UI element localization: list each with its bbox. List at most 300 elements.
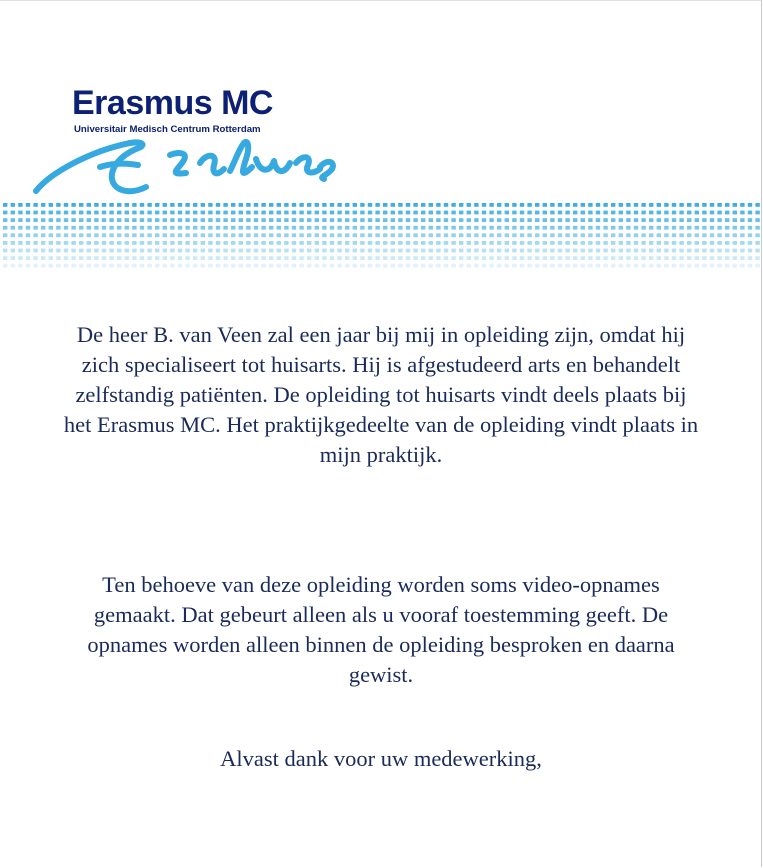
decorative-dot — [755, 203, 759, 207]
decorative-dot — [360, 264, 364, 268]
decorative-dot — [489, 203, 493, 207]
decorative-dot — [413, 241, 417, 245]
decorative-dot — [725, 218, 729, 222]
decorative-dot — [284, 211, 288, 215]
decorative-dot — [201, 256, 205, 260]
decorative-dot — [679, 218, 683, 222]
decorative-dot — [322, 249, 326, 253]
decorative-dot — [748, 203, 752, 207]
decorative-dot — [657, 241, 661, 245]
decorative-dot — [398, 211, 402, 215]
decorative-dot — [755, 233, 759, 237]
decorative-dot — [3, 256, 7, 260]
decorative-dot — [672, 226, 676, 230]
decorative-dot — [702, 218, 706, 222]
decorative-dot — [322, 203, 326, 207]
decorative-dot — [467, 233, 471, 237]
decorative-dot — [702, 256, 706, 260]
decorative-dot — [277, 249, 281, 253]
decorative-dot — [413, 256, 417, 260]
decorative-dot — [18, 226, 22, 230]
decorative-dot — [117, 241, 121, 245]
decorative-dot — [353, 256, 357, 260]
decorative-dot — [436, 241, 440, 245]
decorative-dot — [337, 203, 341, 207]
decorative-dot — [292, 249, 296, 253]
decorative-dot — [634, 218, 638, 222]
decorative-dot — [467, 203, 471, 207]
decorative-dot — [299, 226, 303, 230]
decorative-dot — [467, 241, 471, 245]
decorative-dot — [429, 233, 433, 237]
decorative-dot — [269, 218, 273, 222]
decorative-dot — [71, 249, 75, 253]
decorative-dot — [163, 249, 167, 253]
decorative-dot — [284, 264, 288, 268]
decorative-dot — [330, 256, 334, 260]
decorative-dot — [71, 264, 75, 268]
decorative-dot — [687, 264, 691, 268]
decorative-dot — [246, 256, 250, 260]
decorative-dot — [140, 203, 144, 207]
decorative-dot — [269, 256, 273, 260]
decorative-dot — [436, 203, 440, 207]
decorative-dot — [246, 264, 250, 268]
decorative-dot — [588, 233, 592, 237]
decorative-dot — [337, 241, 341, 245]
decorative-dot — [383, 256, 387, 260]
decorative-dot — [695, 249, 699, 253]
decorative-dot — [657, 203, 661, 207]
decorative-dot — [201, 241, 205, 245]
decorative-dot — [375, 211, 379, 215]
decorative-dot — [406, 249, 410, 253]
decorative-dot — [269, 203, 273, 207]
decorative-dot — [619, 226, 623, 230]
decorative-dot — [733, 241, 737, 245]
decorative-dot — [543, 218, 547, 222]
decorative-dot — [132, 249, 136, 253]
decorative-dot — [581, 264, 585, 268]
decorative-dot — [163, 218, 167, 222]
decorative-dot — [725, 203, 729, 207]
decorative-dot — [505, 241, 509, 245]
decorative-dot — [163, 211, 167, 215]
decorative-dot — [49, 203, 53, 207]
decorative-dot — [170, 226, 174, 230]
decorative-dot — [147, 211, 151, 215]
decorative-dot — [170, 241, 174, 245]
decorative-dot — [147, 264, 151, 268]
decorative-dot — [755, 211, 759, 215]
decorative-dot — [634, 203, 638, 207]
decorative-dot — [79, 218, 83, 222]
decorative-dot — [56, 264, 60, 268]
decorative-dot — [201, 211, 205, 215]
decorative-dot — [535, 211, 539, 215]
decorative-dot — [216, 218, 220, 222]
decorative-dot — [581, 211, 585, 215]
decorative-dot — [603, 211, 607, 215]
decorative-dot — [109, 249, 113, 253]
decorative-dot — [664, 226, 668, 230]
decorative-dot — [748, 241, 752, 245]
decorative-dot — [140, 233, 144, 237]
decorative-dot — [33, 241, 37, 245]
decorative-dot — [429, 241, 433, 245]
decorative-dot — [687, 211, 691, 215]
decorative-dot — [94, 264, 98, 268]
decorative-dot — [56, 211, 60, 215]
decorative-dot — [657, 211, 661, 215]
decorative-dot — [489, 249, 493, 253]
decorative-dot — [3, 226, 7, 230]
decorative-dot — [368, 249, 372, 253]
decorative-dot — [702, 211, 706, 215]
decorative-dot — [18, 264, 22, 268]
decorative-dot — [277, 256, 281, 260]
decorative-dot — [64, 203, 68, 207]
decorative-dot — [307, 241, 311, 245]
decorative-dot — [239, 249, 243, 253]
decorative-dot — [64, 233, 68, 237]
decorative-dot — [292, 233, 296, 237]
decorative-dot — [163, 233, 167, 237]
decorative-dot — [664, 211, 668, 215]
decorative-dot — [695, 218, 699, 222]
decorative-dot — [26, 233, 30, 237]
decorative-dot — [185, 233, 189, 237]
decorative-dot — [550, 256, 554, 260]
erasmus-mc-logo — [30, 83, 350, 203]
decorative-dot — [459, 241, 463, 245]
decorative-dot — [102, 264, 106, 268]
decorative-dot — [353, 241, 357, 245]
decorative-dot — [581, 226, 585, 230]
decorative-dot — [641, 218, 645, 222]
decorative-dot — [596, 203, 600, 207]
decorative-dot — [672, 264, 676, 268]
decorative-dot — [155, 211, 159, 215]
decorative-dot — [596, 256, 600, 260]
decorative-dot — [679, 233, 683, 237]
decorative-dot — [246, 211, 250, 215]
decorative-dot — [11, 233, 15, 237]
decorative-dot — [543, 211, 547, 215]
decorative-dot — [322, 264, 326, 268]
decorative-dot — [56, 233, 60, 237]
decorative-dot — [117, 264, 121, 268]
decorative-dot — [261, 264, 265, 268]
decorative-dot — [375, 203, 379, 207]
decorative-dot — [634, 241, 638, 245]
decorative-dot — [322, 211, 326, 215]
decorative-dot — [611, 218, 615, 222]
decorative-dot — [581, 249, 585, 253]
decorative-dot — [497, 233, 501, 237]
decorative-dot — [208, 241, 212, 245]
decorative-dot — [588, 264, 592, 268]
decorative-dot — [208, 211, 212, 215]
decorative-dot — [11, 264, 15, 268]
decorative-dot — [261, 211, 265, 215]
decorative-dot — [375, 218, 379, 222]
decorative-dot — [588, 249, 592, 253]
decorative-dot — [649, 218, 653, 222]
decorative-dot — [261, 203, 265, 207]
decorative-dot — [193, 249, 197, 253]
decorative-dot — [421, 211, 425, 215]
decorative-dot — [664, 256, 668, 260]
decorative-dot — [565, 203, 569, 207]
decorative-dot — [33, 256, 37, 260]
decorative-dot — [307, 226, 311, 230]
decorative-dot — [421, 264, 425, 268]
decorative-dot — [489, 241, 493, 245]
decorative-dot — [216, 233, 220, 237]
decorative-dot — [254, 203, 258, 207]
decorative-dot — [109, 241, 113, 245]
decorative-dot — [581, 241, 585, 245]
decorative-dot — [147, 226, 151, 230]
decorative-dot — [717, 203, 721, 207]
decorative-dot — [421, 233, 425, 237]
decorative-dot — [527, 233, 531, 237]
decorative-dot — [687, 226, 691, 230]
decorative-dot — [695, 233, 699, 237]
decorative-dot — [505, 264, 509, 268]
decorative-dot — [147, 218, 151, 222]
decorative-dot — [482, 241, 486, 245]
decorative-dot — [26, 203, 30, 207]
decorative-dot — [467, 264, 471, 268]
decorative-dot — [261, 256, 265, 260]
decorative-dot — [315, 249, 319, 253]
decorative-dot — [489, 256, 493, 260]
decorative-dot — [695, 211, 699, 215]
decorative-dot — [596, 233, 600, 237]
decorative-dot — [596, 226, 600, 230]
decorative-dot — [132, 218, 136, 222]
decorative-dot — [505, 218, 509, 222]
decorative-dot — [330, 241, 334, 245]
decorative-dot — [619, 249, 623, 253]
decorative-dot — [398, 203, 402, 207]
decorative-dot — [611, 203, 615, 207]
decorative-dot — [733, 233, 737, 237]
decorative-dot — [71, 218, 75, 222]
decorative-dot — [451, 256, 455, 260]
decorative-dot — [755, 249, 759, 253]
decorative-dot — [3, 264, 7, 268]
decorative-dot — [679, 211, 683, 215]
decorative-dot — [231, 264, 235, 268]
decorative-dot — [535, 264, 539, 268]
decorative-dot — [520, 256, 524, 260]
paragraph-closing: Alvast dank voor uw medewerking, — [220, 746, 542, 771]
decorative-dot — [125, 241, 129, 245]
decorative-dot — [11, 203, 15, 207]
decorative-dot — [3, 203, 7, 207]
decorative-dot — [573, 249, 577, 253]
decorative-dot — [588, 226, 592, 230]
decorative-dot — [482, 233, 486, 237]
decorative-dot — [178, 249, 182, 253]
decorative-dot — [497, 226, 501, 230]
decorative-dot — [505, 211, 509, 215]
decorative-dot — [330, 249, 334, 253]
decorative-dot — [383, 249, 387, 253]
decorative-dot — [474, 226, 478, 230]
decorative-dot — [375, 249, 379, 253]
decorative-dot — [277, 211, 281, 215]
decorative-dot — [634, 264, 638, 268]
decorative-dot — [543, 203, 547, 207]
decorative-dot — [299, 256, 303, 260]
decorative-dot — [748, 226, 752, 230]
decorative-dot — [755, 264, 759, 268]
decorative-dot — [391, 211, 395, 215]
decorative-dot — [292, 241, 296, 245]
decorative-dot — [489, 233, 493, 237]
decorative-dot — [421, 249, 425, 253]
decorative-dot — [733, 264, 737, 268]
decorative-dot — [459, 203, 463, 207]
decorative-dot — [702, 264, 706, 268]
paragraph-trainee-intro: De heer B. van Veen zal een jaar bij mij in opleiding zijn, omdat hij zich specialiseert tot huisarts. Hij is afgestudeerd arts en behandelt zelfstandig patiënten. De opleiding tot huisarts vindt deels plaats bij het Erasmus MC. Het praktijkgedeelte van de opleiding vindt plaats in mijn praktijk. — [63, 322, 699, 467]
decorative-dot — [360, 203, 364, 207]
decorative-dot — [527, 203, 531, 207]
decorative-dot — [284, 241, 288, 245]
decorative-dot — [330, 226, 334, 230]
decorative-dot — [710, 233, 714, 237]
decorative-dot — [163, 256, 167, 260]
decorative-dot — [725, 256, 729, 260]
decorative-dot — [11, 241, 15, 245]
decorative-dot — [193, 211, 197, 215]
decorative-dot — [254, 256, 258, 260]
decorative-dot — [208, 218, 212, 222]
decorative-dot — [71, 233, 75, 237]
decorative-dot — [132, 256, 136, 260]
decorative-dot — [109, 203, 113, 207]
decorative-dot — [155, 218, 159, 222]
decorative-dot — [406, 233, 410, 237]
decorative-dot — [277, 241, 281, 245]
decorative-dot — [626, 226, 630, 230]
decorative-dot — [223, 249, 227, 253]
decorative-dot — [573, 241, 577, 245]
decorative-dot — [117, 211, 121, 215]
decorative-dot — [695, 226, 699, 230]
decorative-dot — [611, 256, 615, 260]
decorative-dot — [748, 233, 752, 237]
decorative-dot — [269, 226, 273, 230]
decorative-dot — [565, 211, 569, 215]
decorative-dot — [413, 249, 417, 253]
decorative-dot — [535, 233, 539, 237]
decorative-dot — [79, 203, 83, 207]
decorative-dot — [619, 203, 623, 207]
decorative-dot — [185, 218, 189, 222]
decorative-dot — [565, 249, 569, 253]
decorative-dot — [246, 226, 250, 230]
decorative-dot — [429, 256, 433, 260]
decorative-dot — [155, 241, 159, 245]
decorative-dot — [193, 256, 197, 260]
decorative-dot — [185, 249, 189, 253]
decorative-dot — [467, 218, 471, 222]
decorative-dot — [56, 203, 60, 207]
decorative-dot — [11, 218, 15, 222]
decorative-dot — [11, 249, 15, 253]
decorative-dot — [239, 256, 243, 260]
decorative-dot — [117, 226, 121, 230]
decorative-dot — [649, 211, 653, 215]
decorative-dot — [239, 203, 243, 207]
decorative-dot — [109, 226, 113, 230]
decorative-dot — [117, 233, 121, 237]
decorative-dot — [558, 211, 562, 215]
decorative-dot — [337, 249, 341, 253]
decorative-dot — [33, 264, 37, 268]
decorative-dot — [444, 211, 448, 215]
decorative-dot — [345, 203, 349, 207]
decorative-dot — [398, 218, 402, 222]
decorative-dot — [102, 249, 106, 253]
decorative-dot — [558, 203, 562, 207]
decorative-dot — [94, 218, 98, 222]
decorative-dot — [679, 256, 683, 260]
decorative-dot — [512, 226, 516, 230]
decorative-dot — [383, 241, 387, 245]
decorative-dot — [444, 241, 448, 245]
decorative-dot — [79, 256, 83, 260]
decorative-dot — [459, 249, 463, 253]
decorative-dot — [185, 226, 189, 230]
decorative-dot — [626, 233, 630, 237]
decorative-dot — [733, 203, 737, 207]
decorative-dot — [231, 211, 235, 215]
decorative-dot — [710, 256, 714, 260]
decorative-dot — [87, 226, 91, 230]
decorative-dot — [451, 249, 455, 253]
decorative-dot — [368, 211, 372, 215]
decorative-dot — [755, 256, 759, 260]
decorative-dot — [64, 211, 68, 215]
decorative-dot — [223, 218, 227, 222]
decorative-dot — [634, 226, 638, 230]
decorative-dot — [87, 264, 91, 268]
decorative-dot — [201, 233, 205, 237]
decorative-dot — [505, 249, 509, 253]
decorative-dot — [216, 256, 220, 260]
decorative-dot — [679, 241, 683, 245]
decorative-dot — [497, 249, 501, 253]
decorative-dot — [33, 211, 37, 215]
decorative-dot — [520, 218, 524, 222]
decorative-dot — [201, 203, 205, 207]
decorative-dot — [33, 226, 37, 230]
decorative-dot — [170, 256, 174, 260]
decorative-dot — [710, 218, 714, 222]
decorative-dot — [603, 241, 607, 245]
decorative-dot — [254, 241, 258, 245]
decorative-dot — [429, 203, 433, 207]
decorative-dot — [725, 241, 729, 245]
decorative-dot — [641, 203, 645, 207]
decorative-dot — [322, 218, 326, 222]
